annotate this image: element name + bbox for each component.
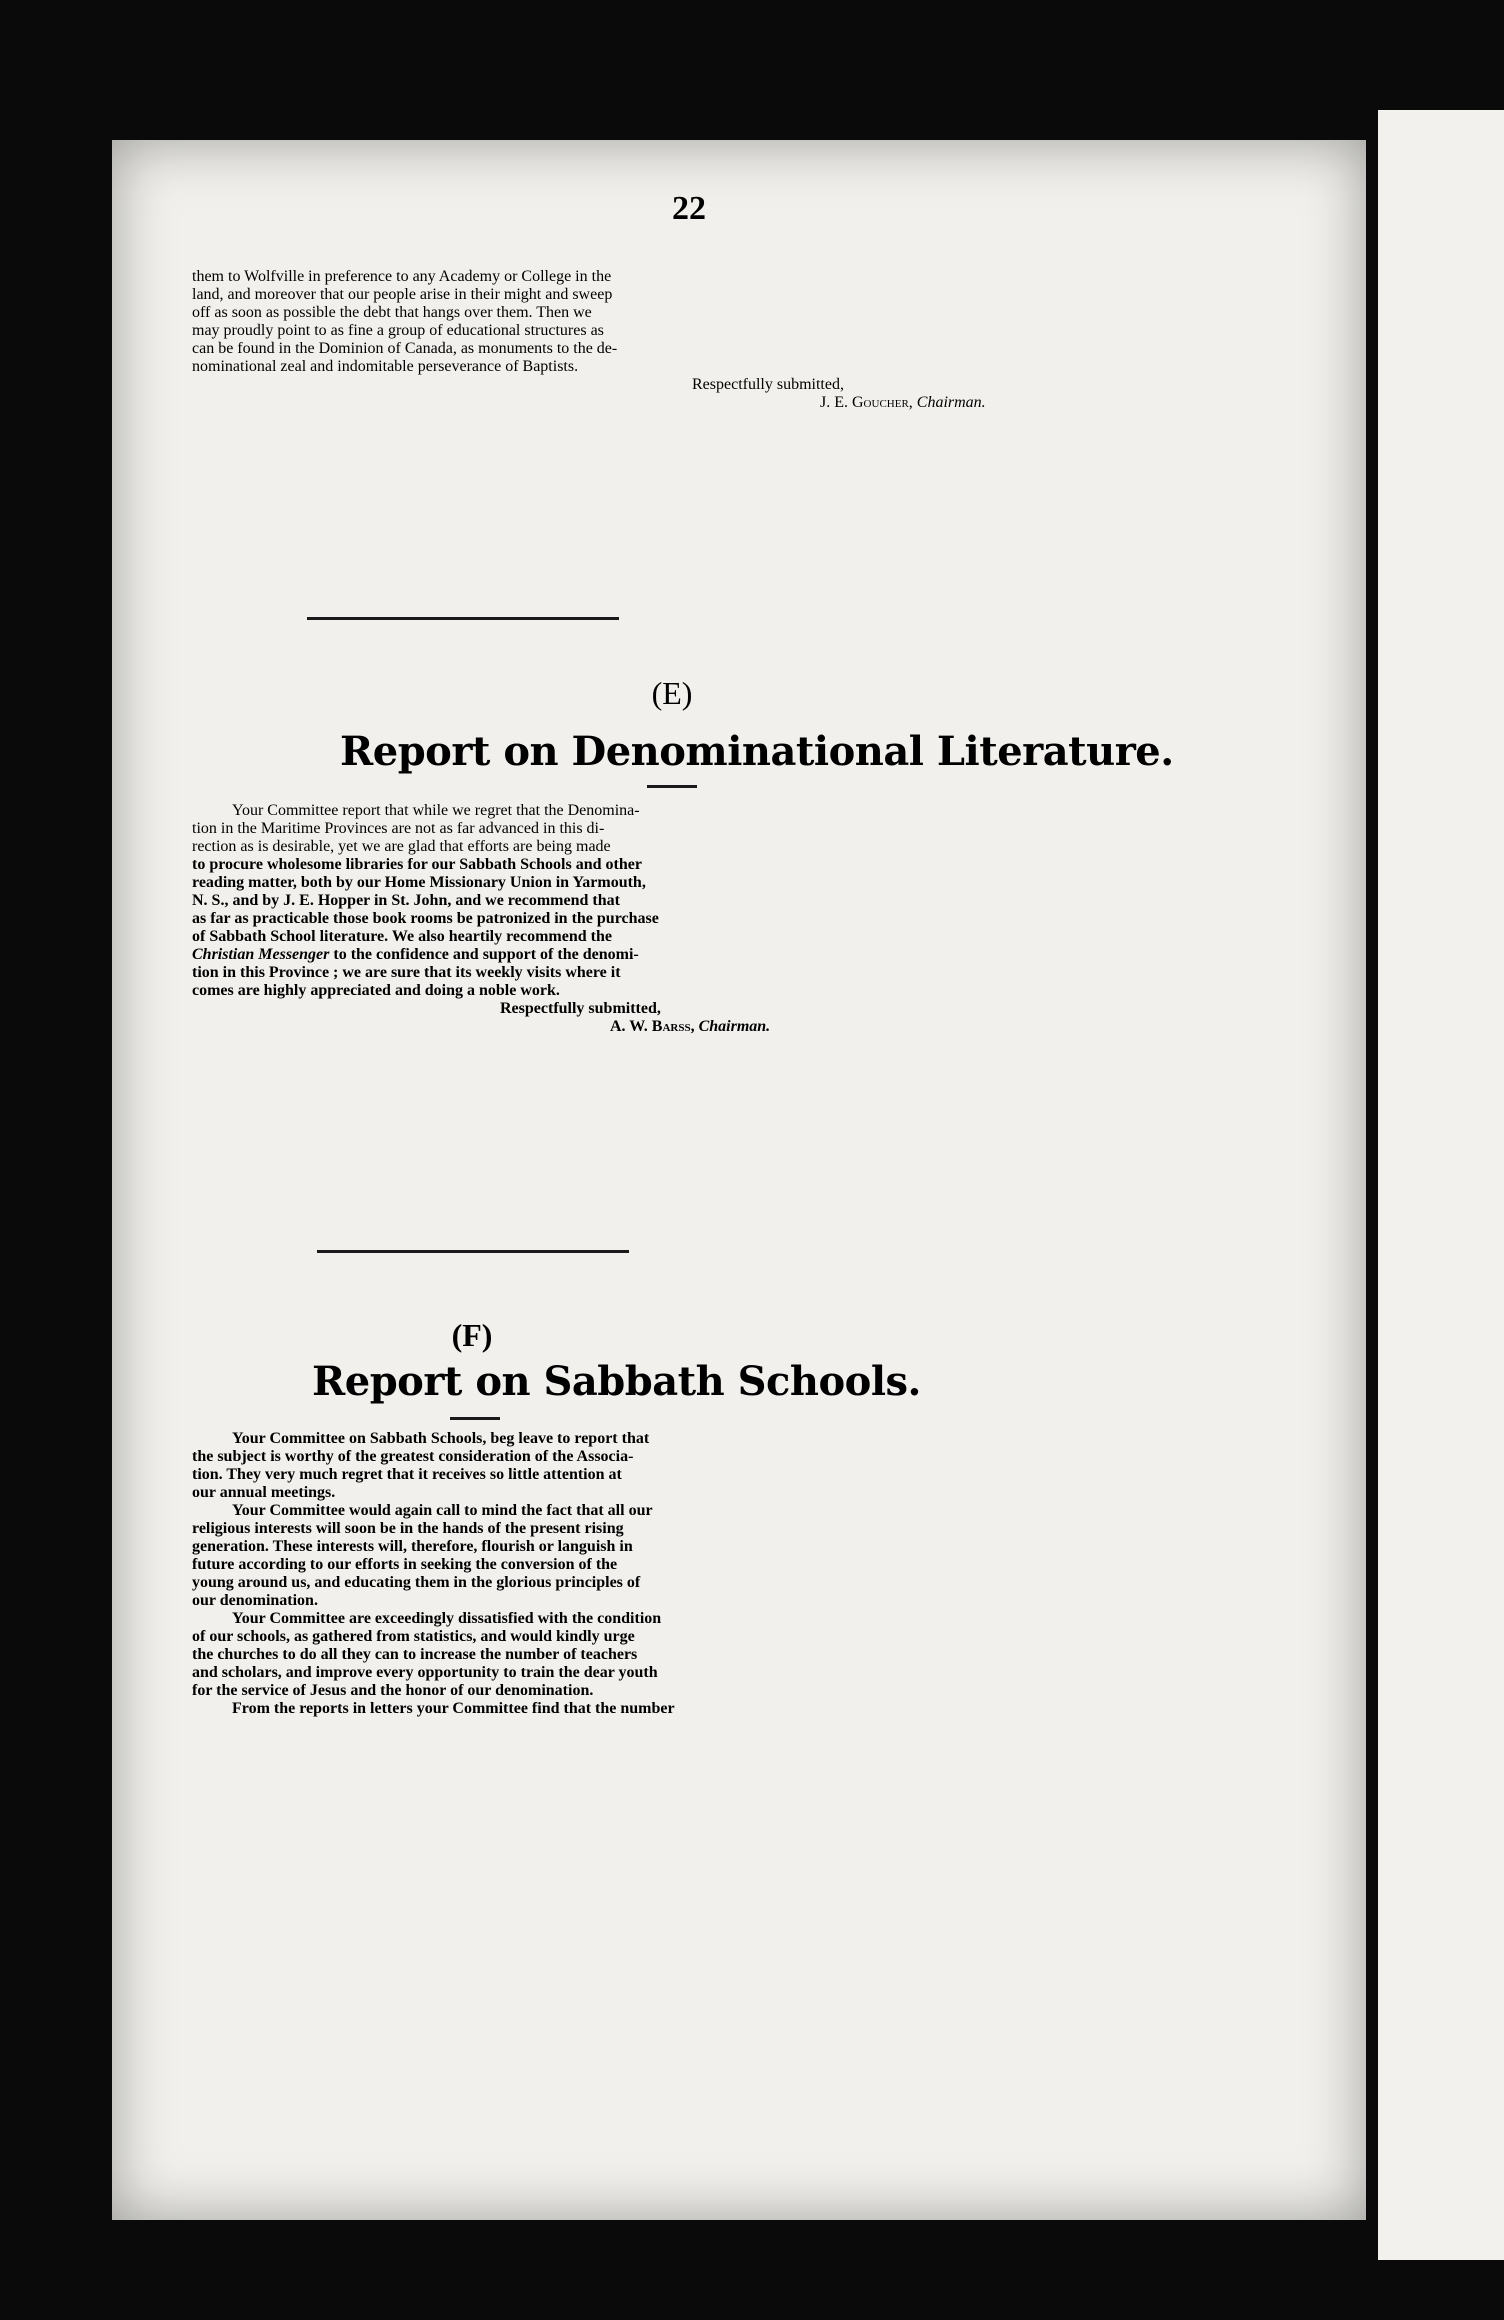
section-heading-f: Report on Sabbath Schools.: [312, 1358, 921, 1405]
text-line: of our schools, as gathered from statistics, and would kindly urge: [192, 1628, 635, 1645]
text-line: nominational zeal and indomitable perseverance of Baptists.: [192, 358, 579, 375]
heading-underline: [647, 785, 697, 788]
text-line: Your Committee on Sabbath Schools, beg leave to report that: [232, 1430, 650, 1447]
text-line: religious interests will soon be in the hands of the present rising: [192, 1520, 624, 1537]
section-heading-e: Report on Denominational Literature.: [340, 728, 1174, 775]
text-line: [192, 946, 1242, 964]
signature-line: [192, 1018, 1242, 1036]
text-line: comes are highly appreciated and doing a noble work.: [192, 982, 560, 999]
text-line: for the service of Jesus and the honor of our denomination.: [192, 1682, 594, 1699]
text-line: the churches to do all they can to increase the number of teachers: [192, 1646, 638, 1663]
text-line: them to Wolfville in preference to any Academy or College in the: [192, 268, 612, 285]
section-divider: [317, 1250, 629, 1253]
signer-title: Chairman.: [916, 394, 986, 411]
text-line: From the reports in letters your Committee find that the number: [232, 1700, 675, 1717]
text-line: Your Committee would again call to mind the fact that all our: [232, 1502, 653, 1519]
signer-title: Chairman.: [698, 1018, 771, 1035]
section-divider: [307, 617, 619, 620]
text-line: our denomination.: [192, 1592, 318, 1609]
section-f-body: [192, 1430, 1242, 1718]
text-line: can be found in the Dominion of Canada, as monuments to the de-: [192, 340, 618, 357]
text-fragment: to the confidence and support of the denomi-: [329, 946, 639, 963]
text-line: may proudly point to as fine a group of educational structures as: [192, 322, 604, 339]
text-line: Your Committee report that while we regret that the Denomina-: [232, 802, 640, 819]
text-line: tion in this Province ; we are sure that its weekly visits where it: [192, 964, 621, 981]
signature-line: [192, 394, 1242, 412]
text-line: N. S., and by J. E. Hopper in St. John, and we recommend that: [192, 892, 620, 909]
text-line: reading matter, both by our Home Missionary Union in Yarmouth,: [192, 874, 646, 891]
heading-underline: [450, 1417, 500, 1420]
text-line: tion. They very much regret that it receives so little attention at: [192, 1466, 622, 1483]
text-line: and scholars, and improve every opportunity to train the dear youth: [192, 1664, 658, 1681]
page-number: 22: [672, 190, 706, 227]
text-line: the subject is worthy of the greatest consideration of the Associa-: [192, 1448, 634, 1465]
text-line: rection as is desirable, yet we are glad that efforts are being made: [192, 838, 611, 855]
closing-line: Respectfully submitted,: [692, 376, 844, 393]
text-line: to procure wholesome libraries for our Sabbath Schools and other: [192, 856, 642, 873]
text-line: future according to our efforts in seeking the conversion of the: [192, 1556, 618, 1573]
text-line: land, and moreover that our people arise in their might and sweep: [192, 286, 613, 303]
text-line: as far as practicable those book rooms be patronized in the purchase: [192, 910, 659, 927]
section-letter-f: (F): [451, 1317, 493, 1353]
text-line: young around us, and educating them in the glorious principles of: [192, 1574, 641, 1591]
text-line: tion in the Maritime Provinces are not as far advanced in this di-: [192, 820, 605, 837]
text-line: of Sabbath School literature. We also heartily recommend the: [192, 928, 612, 945]
newspaper-title: Christian Messenger: [192, 946, 330, 963]
section-e-body: [192, 802, 1242, 1036]
text-line: Your Committee are exceedingly dissatisfied with the condition: [232, 1610, 662, 1627]
text-line: off as soon as possible the debt that hangs over them. Then we: [192, 304, 592, 321]
adjacent-page-edge: [1378, 110, 1504, 2260]
signer-name: A. W. Barss,: [610, 1018, 695, 1035]
text-line: our annual meetings.: [192, 1484, 336, 1501]
intro-paragraph: [192, 268, 1242, 412]
document-page: [112, 140, 1366, 2220]
closing-line: Respectfully submitted,: [500, 1000, 661, 1017]
section-letter-e: (E): [651, 675, 693, 711]
text-line: generation. These interests will, therefore, flourish or languish in: [192, 1538, 633, 1555]
signer-name: J. E. Goucher,: [820, 394, 913, 411]
